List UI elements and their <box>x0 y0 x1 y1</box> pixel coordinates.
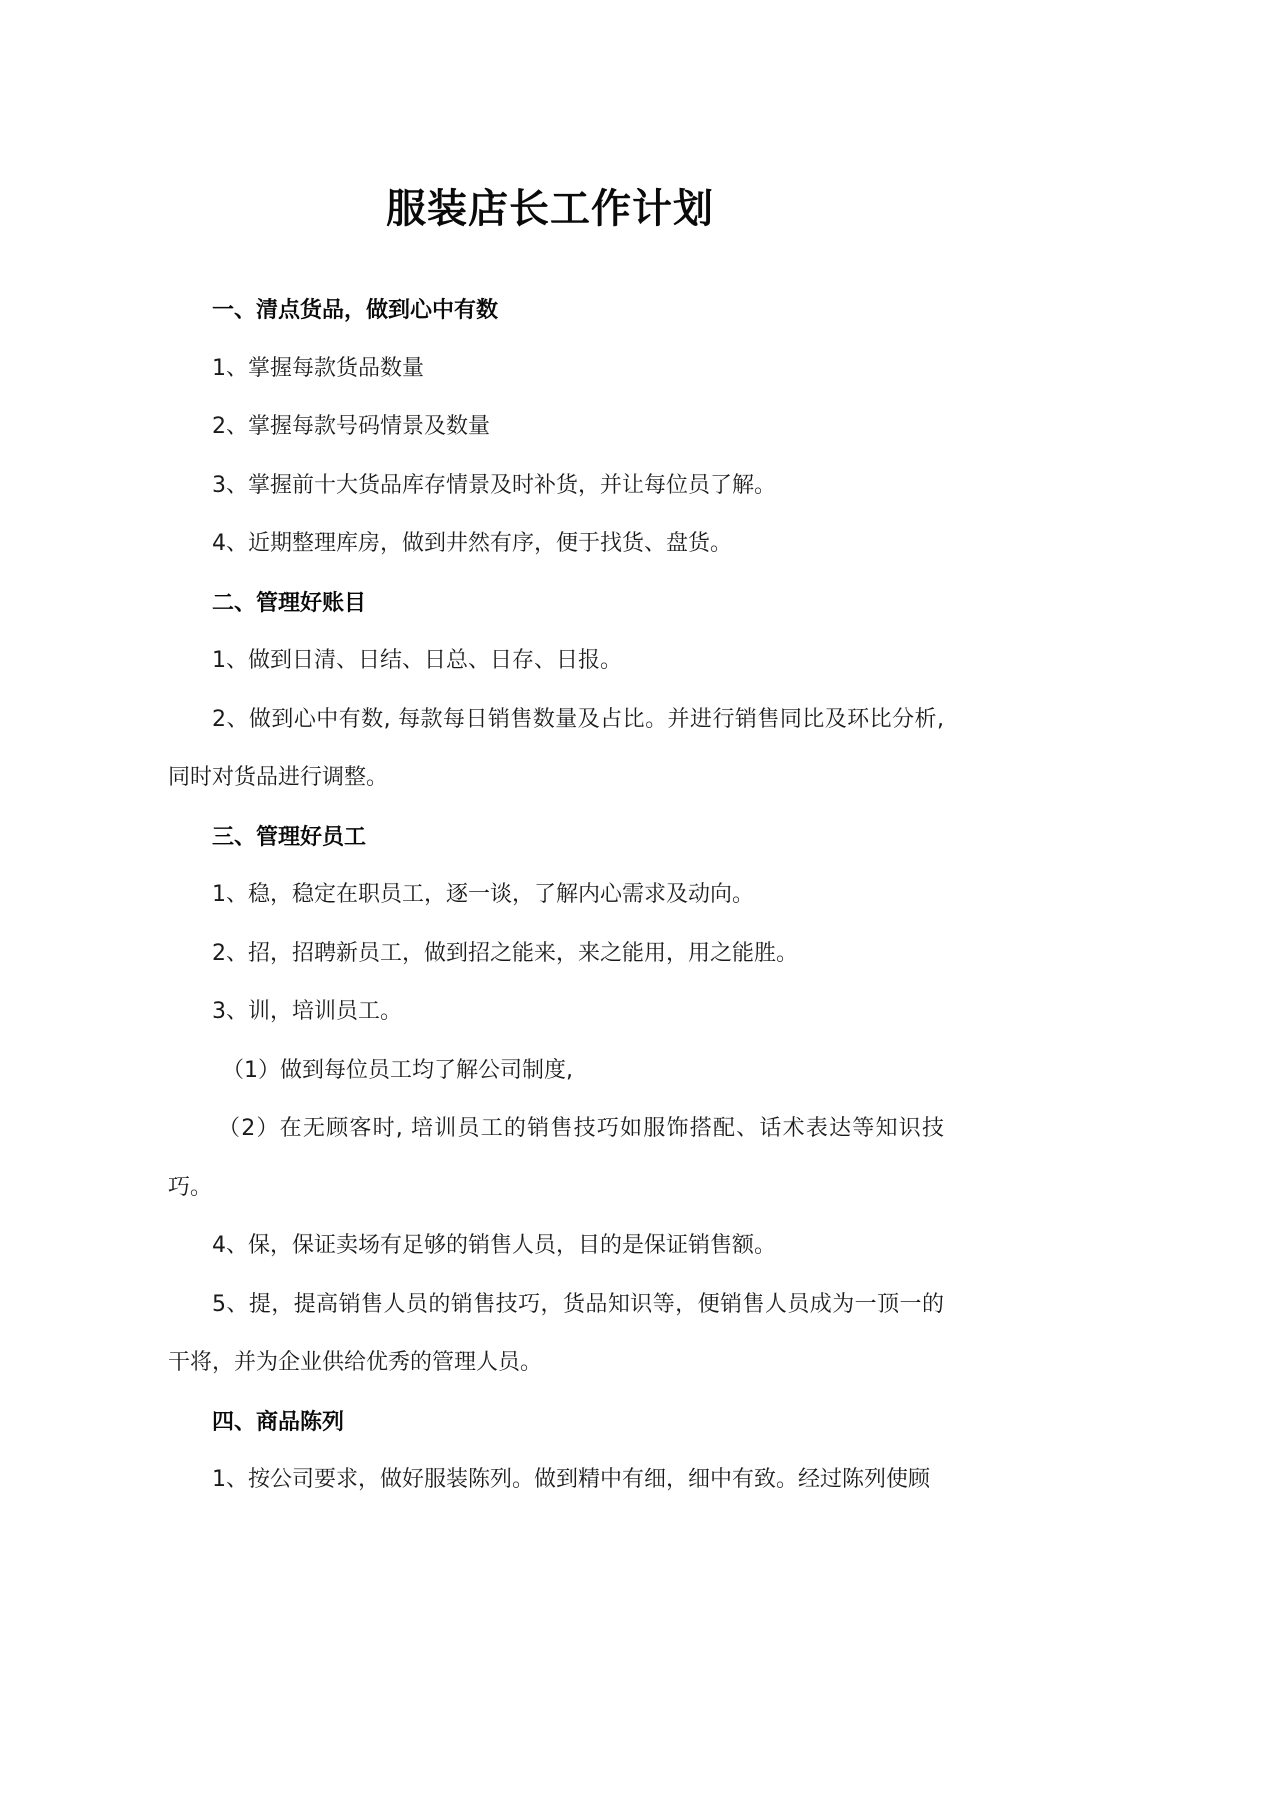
list-item: 4、保，保证卖场有足够的销售人员，目的是保证销售额。 <box>212 1233 776 1258</box>
document-title: 服装店长工作计划 <box>386 184 714 232</box>
sub-list-item: （1）做到每位员工均了解公司制度, <box>222 1057 573 1083</box>
list-item: 1、按公司要求，做好服装陈列。做到精中有细，细中有致。经过陈列使顾 <box>212 1467 930 1492</box>
list-item: 4、近期整理库房，做到井然有序，便于找货、盘货。 <box>212 531 732 556</box>
list-item: 3、训，培训员工。 <box>212 999 402 1024</box>
document-body <box>168 281 944 1510</box>
list-item: 2、招，招聘新员工，做到招之能来，来之能用，用之能胜。 <box>212 940 798 966</box>
list-item: 2、做到心中有数, 每款每日销售数量及占比。并进行销售同比及环比分析, 同时对货品进行调整。 <box>168 706 944 790</box>
section-heading-2: 二、管理好账目 <box>212 589 367 616</box>
list-item: 1、掌握每款货品数量 <box>212 355 424 381</box>
section-heading-3: 三、管理好员工 <box>212 823 367 850</box>
section-heading-4: 四、商品陈列 <box>212 1408 345 1435</box>
section-heading-1: 一、清点货品，做到心中有数 <box>212 297 499 323</box>
sub-list-item: （2）在无顾客时, 培训员工的销售技巧如服饰搭配、话术表达等知识技巧。 <box>168 1116 944 1200</box>
list-item: 2、掌握每款号码情景及数量 <box>212 414 490 439</box>
list-item: 3、掌握前十大货品库存情景及时补货，并让每位员了解。 <box>212 472 776 498</box>
list-item: 1、稳，稳定在职员工，逐一谈，了解内心需求及动向。 <box>212 882 754 907</box>
list-item: 5、提，提高销售人员的销售技巧，货品知识等，便销售人员成为一顶一的干将，并为企业供给优秀的管理人员。 <box>168 1291 944 1375</box>
list-item: 1、做到日清、日结、日总、日存、日报。 <box>212 648 622 673</box>
